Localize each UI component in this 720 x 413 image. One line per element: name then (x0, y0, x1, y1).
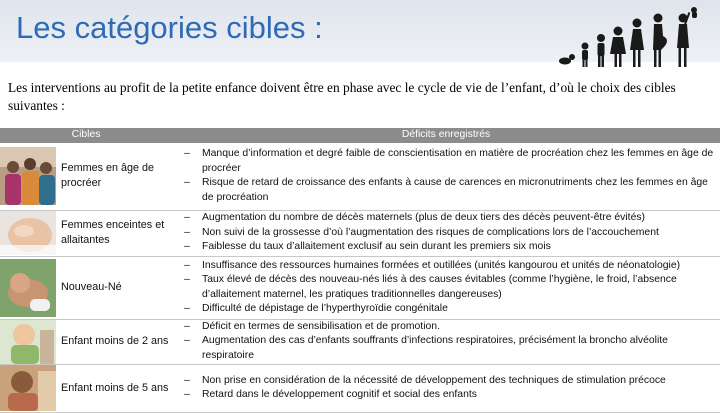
list-dash: – (184, 212, 190, 224)
category-cell: Enfant moins de 2 ans (61, 319, 172, 364)
human-evolution-silhouettes-icon (555, 4, 715, 70)
list-dash: – (184, 177, 190, 189)
list-item (172, 176, 720, 205)
list-dash: – (184, 274, 190, 286)
deficit-text: Taux élevé de décès des nouveau-nés liés à des causes évitables (comme l’hygiène, le froid, l’absence d’allaitement maternel, les pratiques traditionnelles dangereuses) (202, 274, 677, 300)
intro-paragraph: Les interventions au profit de la petite enfance doivent être en phase avec le cycle de vie de l’enfant, d’où le choix des cibles suivantes : (8, 80, 676, 113)
deficit-text: Retard dans le développement cognitif et social des enfants (202, 389, 477, 400)
list-dash: – (184, 302, 190, 314)
deficit-text: Difficulté de dépistage de l’hyperthyroïdie congénitale (202, 302, 448, 314)
deficit-text: Insuffisance des ressources humaines formées et outillées (unités kangourou et unités de néonatologie) (202, 259, 681, 271)
list-item (172, 273, 720, 302)
list-item (172, 226, 720, 240)
list-dash: – (184, 241, 190, 253)
deficit-text: Non prise en considération de la nécessité de développement des techniques de stimulation précoce (202, 374, 666, 386)
deficit-text: Déficit en termes de sensibilisation et de promotion. (202, 320, 440, 332)
list-item (172, 259, 720, 273)
category-cell: Femmes en âge de procréer (61, 143, 172, 210)
pregnant-belly-photo-icon (0, 211, 56, 255)
deficit-text: Risque de retard de croissance des enfants à cause de carences en micronutriments chez les femmes en âge de procréation (202, 177, 708, 203)
list-dash: – (184, 389, 190, 400)
deficit-text: Non suivi de la grossesse d’où l’augmentation des risques de complications lors de l’accouchement (202, 226, 659, 238)
deficit-text: Augmentation des cas d’enfants souffrants d’infections respiratoires, précisément la broncho alvéolite respiratoire (202, 335, 668, 361)
toddler-photo-icon (0, 320, 56, 364)
list-dash: – (184, 320, 190, 332)
list-item (172, 240, 720, 254)
category-cell: Femmes enceintes et allaitantes (61, 210, 172, 256)
list-item (172, 320, 720, 334)
list-dash: – (184, 226, 190, 238)
category-cell: Nouveau-Né (61, 256, 172, 319)
list-item (172, 211, 720, 225)
header-cibles: Cibles (0, 128, 172, 143)
child-photo-icon (0, 365, 56, 411)
list-item (172, 374, 720, 388)
list-item (172, 302, 720, 316)
list-item (172, 147, 720, 176)
women-group-photo-icon (0, 147, 56, 205)
list-dash: – (184, 148, 190, 160)
newborn-photo-icon (0, 259, 56, 317)
table-row (0, 143, 720, 210)
slide-title: Les catégories cibles : (16, 10, 323, 45)
deficit-text: Faiblesse du taux d’allaitement exclusif au sein durant les premiers six mois (202, 241, 551, 253)
deficit-text: Manque d’information et degré faible de conscientisation en matière de procréation chez les femmes en âge de procréer (202, 148, 714, 174)
deficit-text: Augmentation du nombre de décès maternels (plus de deux tiers des décès peuvent-être évités) (202, 212, 646, 224)
table-row (0, 210, 720, 256)
header-deficits: Déficits enregistrés (172, 128, 720, 143)
list-item (172, 334, 720, 363)
list-item (172, 388, 720, 402)
category-cell: Enfant moins de 5 ans (61, 364, 172, 412)
list-dash: – (184, 374, 190, 386)
table-header-row (0, 128, 720, 143)
table-row (0, 319, 720, 364)
list-dash: – (184, 335, 190, 347)
list-dash: – (184, 259, 190, 271)
targets-table (0, 128, 720, 413)
table-row (0, 256, 720, 319)
